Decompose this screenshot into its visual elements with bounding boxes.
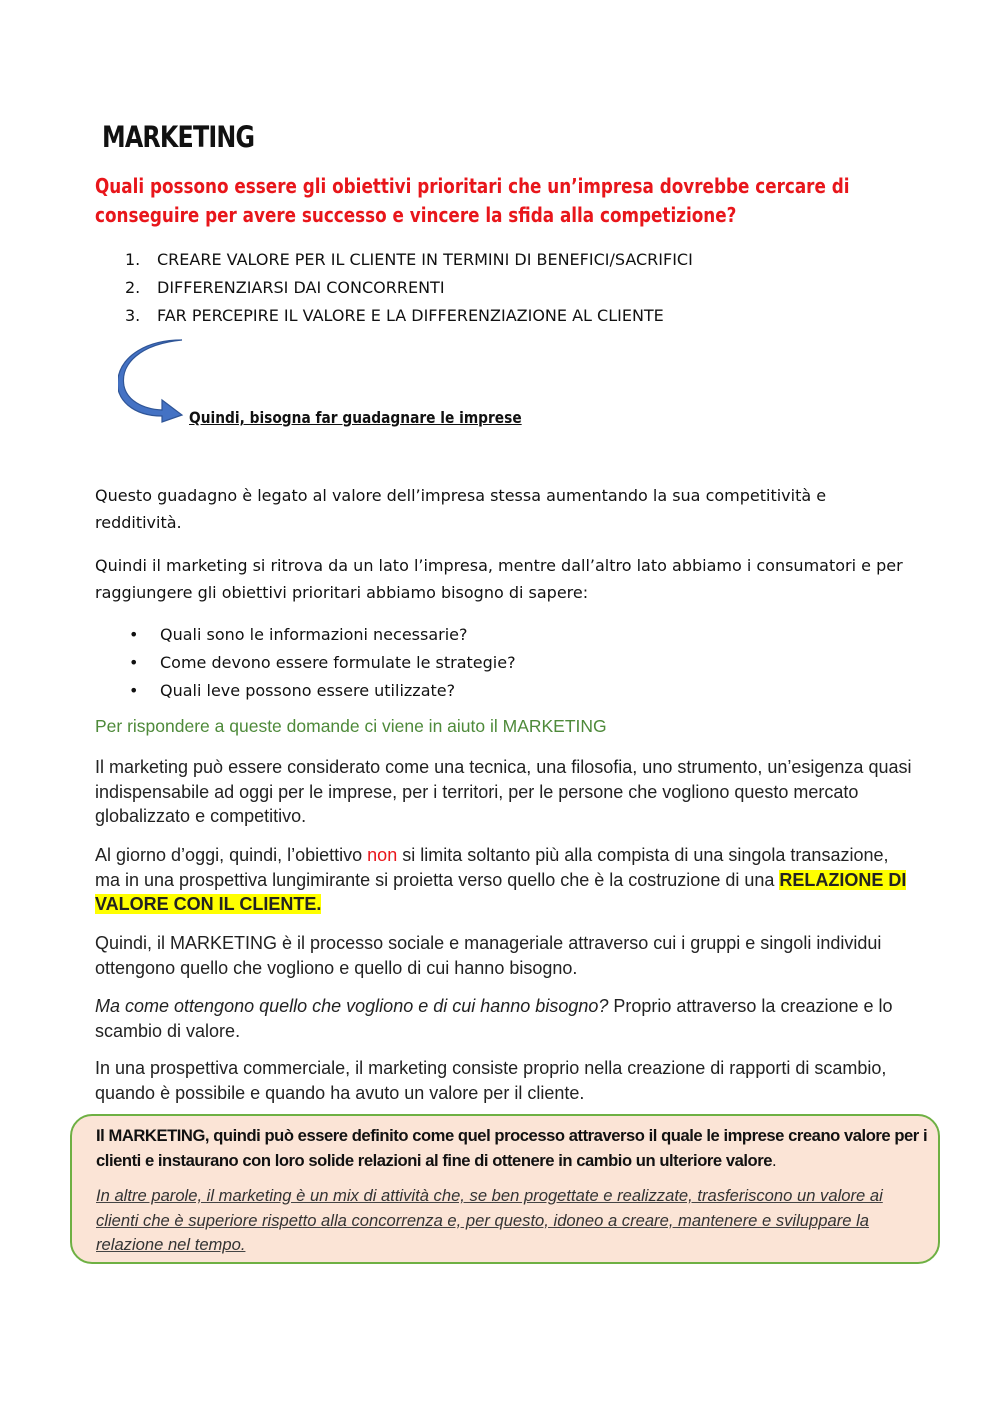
list-item: 2. DIFFERENZIARSI DAI CONCORRENTI (125, 278, 445, 297)
paragraph: Quindi il marketing si ritrova da un lato l’impresa, mentre dall’altro lato abbiamo i consumatori e per raggiungere gli obiettivi prioritari abbiamo bisogno di sapere: (95, 556, 903, 602)
paragraph: Questo guadagno è legato al valore dell’impresa stessa aumentando la sua competitività e redditività. (95, 486, 827, 532)
list-item: 3. FAR PERCEPIRE IL VALORE E LA DIFFERENZIAZIONE AL CLIENTE (125, 306, 664, 325)
questions-list (95, 621, 516, 705)
definition-text: Il MARKETING, quindi può essere definito come quel processo attraverso il quale le imprese creano valore per i clienti e instaurano con loro solide relazioni al fine di ottenere in cambio un ulteriore valore. (96, 1126, 928, 1170)
italic-question: Ma come ottengono quello che vogliono e di cui hanno bisogno? (95, 996, 609, 1016)
list-item: • Come devono essere formulate le strategie? (129, 653, 516, 672)
paragraph: In una prospettiva commerciale, il marketing consiste proprio nella creazione di rapporti di scambio, quando è possibile e quando ha avuto un valore per il cliente. (95, 1058, 887, 1103)
curved-arrow-icon (118, 338, 188, 424)
emphasis-word: non (367, 845, 398, 865)
paragraph: Il marketing può essere considerato come una tecnica, una filosofia, uno strumento, un’esigenza quasi indispensabile ad oggi per le imprese, per i territori, per le persone che vogliono questo mercato globalizzato e competitivo. (95, 757, 912, 826)
list-item: • Quali sono le informazioni necessarie? (129, 625, 468, 644)
definition-box (70, 1114, 940, 1264)
objectives-list (95, 246, 693, 330)
paragraph: Quindi, il MARKETING è il processo sociale e manageriale attraverso cui i gruppi e singoli individui ottengono quello che vogliono e quello di cui hanno bisogno. (95, 933, 882, 978)
definition-note: In altre parole, il marketing è un mix di attività che, se ben progettate e realizzate, trasferiscono un valore ai clienti che è superiore rispetto alla concorrenza e, per questo, idoneo a creare, mantenere e sviluppare la relazione nel tempo. (96, 1186, 883, 1254)
highlighted-text: RELAZIONE DI VALORE CON IL CLIENTE. (95, 869, 907, 914)
arrow-caption: Quindi, bisogna far guadagnare le imprese (189, 408, 522, 427)
page-title: MARKETING (102, 120, 255, 154)
question-heading: Quali possono essere gli obiettivi prioritari che un’impresa dovrebbe cercare di conseguire per avere successo e vincere la sfida alla competizione? (95, 174, 850, 227)
list-item: 1. CREARE VALORE PER IL CLIENTE IN TERMINI DI BENEFICI/SACRIFICI (125, 250, 693, 269)
paragraph: Al giorno d’oggi, quindi, l’obiettivo non si limita soltanto più alla compista di una singola transazione, ma in una prospettiva lungimirante si proietta verso quello che è la costruzione di una RELAZIONE DI VALORE CON IL CLIENTE. (95, 845, 907, 914)
section-intro: Per rispondere a queste domande ci viene in aiuto il MARKETING (95, 716, 607, 736)
paragraph: Ma come ottengono quello che vogliono e di cui hanno bisogno? Proprio attraverso la creazione e lo scambio di valore. (95, 996, 893, 1041)
list-item: • Quali leve possono essere utilizzate? (129, 681, 456, 700)
